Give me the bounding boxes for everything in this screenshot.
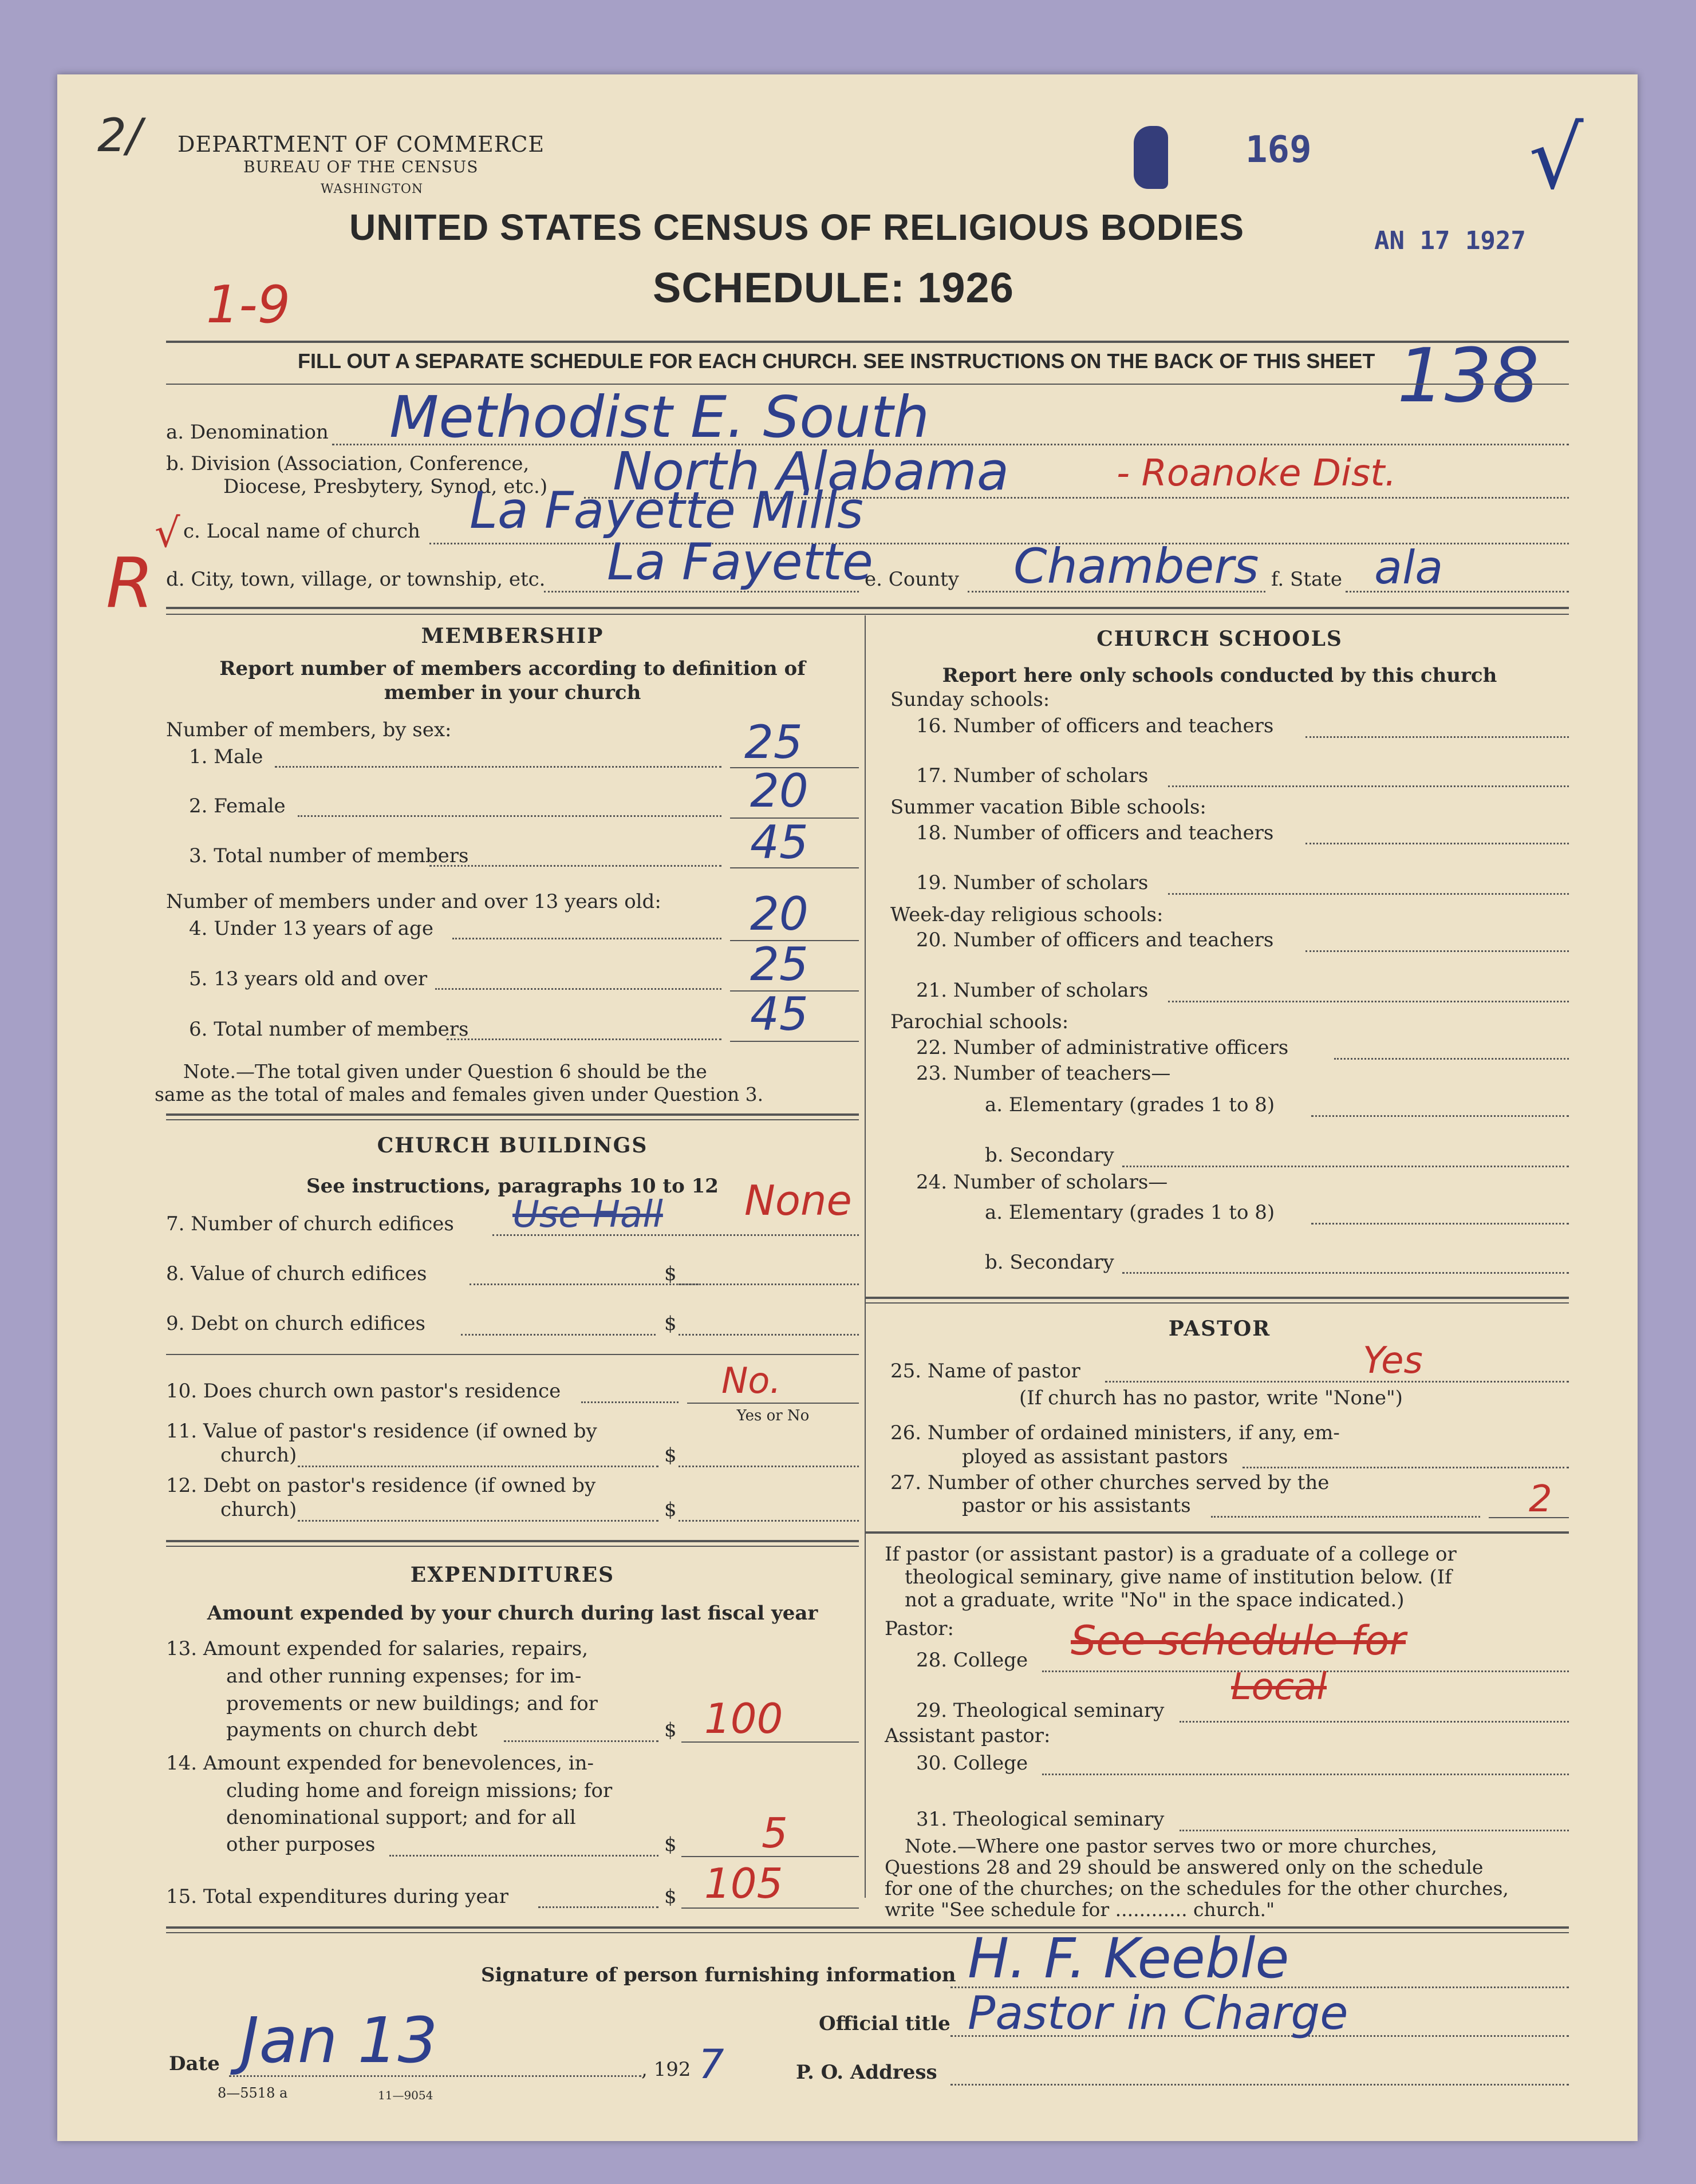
q24b-label: b. Secondary	[985, 1251, 1114, 1274]
q13-label-4: payments on church debt	[226, 1719, 478, 1741]
q19-label: 19. Number of scholars	[916, 871, 1149, 894]
local-name-value: La Fayette Mills	[470, 481, 863, 540]
q23-label: 23. Number of teachers—	[916, 1062, 1171, 1085]
denomination-label: a. Denomination	[166, 421, 329, 444]
expenditures-sub: Amount expended by your church during last fiscal year	[207, 1602, 818, 1625]
q24-label: 24. Number of scholars—	[916, 1171, 1168, 1194]
division-value: North Alabama	[613, 441, 1009, 502]
q14-label-1: 14. Amount expended for benevolences, in-	[166, 1752, 594, 1775]
grad-instruction-3: not a graduate, write "No" in the space indicated.)	[905, 1589, 1405, 1612]
pastor-note-1: Note.—Where one pastor serves two or more churches,	[905, 1835, 1438, 1857]
signature-label: Signature of person furnishing information	[481, 1964, 956, 1986]
pastor-note-2: Questions 28 and 29 should be answered only on the schedule	[885, 1856, 1484, 1878]
q1-value: 25	[744, 716, 803, 769]
division-label-1: b. Division (Association, Conference,	[166, 452, 530, 475]
stamp-number: 169	[1245, 129, 1312, 171]
schools-heading: CHURCH SCHOOLS	[1097, 627, 1343, 651]
q10-label: 10. Does church own pastor's residence	[166, 1380, 561, 1403]
q3-label: 3. Total number of members	[189, 844, 469, 867]
q14-label-3: denominational support; and for all	[226, 1806, 576, 1829]
q25-label: 25. Name of pastor	[890, 1360, 1080, 1383]
q25-value: Yes	[1363, 1340, 1423, 1382]
grad-instruction-1: If pastor (or assistant pastor) is a graduate of a college or	[885, 1543, 1457, 1566]
census-schedule-sheet	[57, 74, 1638, 2141]
pastor-sub-label: Pastor:	[885, 1617, 954, 1640]
q5-label: 5. 13 years old and over	[189, 967, 428, 990]
membership-heading: MEMBERSHIP	[421, 624, 604, 648]
q4-value: 20	[750, 887, 808, 941]
parochial-schools-label: Parochial schools:	[890, 1010, 1069, 1033]
summer-schools-label: Summer vacation Bible schools:	[890, 796, 1206, 819]
q27-value: 2	[1529, 1478, 1552, 1520]
buildings-sub: See instructions, paragraphs 10 to 12	[306, 1175, 719, 1198]
q2-value: 20	[750, 764, 808, 817]
form-number: 8—5518 a	[218, 2085, 288, 2101]
q6-label: 6. Total number of members	[189, 1018, 469, 1041]
q8-dollar: $	[664, 1262, 677, 1285]
q31-label: 31. Theological seminary	[916, 1808, 1165, 1831]
q11-label-2: church)	[220, 1444, 297, 1467]
q26-label-1: 26. Number of ordained ministers, if any, em-	[890, 1421, 1340, 1444]
red-code: 1-9	[206, 275, 290, 335]
expenditures-heading: EXPENDITURES	[410, 1563, 615, 1587]
buildings-heading: CHURCH BUILDINGS	[377, 1134, 648, 1158]
q13-label-3: provements or new buildings; and for	[226, 1692, 598, 1715]
q28-label: 28. College	[916, 1649, 1028, 1672]
bureau-city: WASHINGTON	[321, 182, 424, 196]
q28-value: See schedule for	[1071, 1617, 1406, 1664]
weekday-schools-label: Week-day religious schools:	[890, 903, 1163, 926]
q14-label-4: other purposes	[226, 1833, 376, 1856]
official-title-value: Pastor in Charge	[968, 1986, 1348, 2040]
q15-value: 105	[704, 1859, 783, 1907]
schedule-year: SCHEDULE: 1926	[653, 264, 1014, 311]
q13-value: 100	[704, 1695, 783, 1743]
received-date-stamp: AN 17 1927	[1374, 226, 1526, 255]
q13-dollar: $	[664, 1719, 677, 1741]
assistant-pastor-label: Assistant pastor:	[885, 1724, 1051, 1747]
q20-label: 20. Number of officers and teachers	[916, 929, 1274, 951]
members-by-sex-label: Number of members, by sex:	[166, 718, 452, 741]
q16-label: 16. Number of officers and teachers	[916, 714, 1274, 737]
q9-dollar: $	[664, 1312, 677, 1335]
q21-label: 21. Number of scholars	[916, 979, 1149, 1002]
denomination-value: Methodist E. South	[389, 384, 930, 451]
city-value: La Fayette	[607, 532, 873, 591]
members-by-age-label: Number of members under and over 13 years old:	[166, 890, 661, 913]
q7-struck-value: Use Hall	[512, 1194, 663, 1236]
q26-label-2: ployed as assistant pastors	[962, 1446, 1228, 1468]
local-name-label: c. Local name of church	[183, 520, 420, 543]
q4-label: 4. Under 13 years of age	[189, 917, 433, 940]
q12-label-2: church)	[220, 1498, 297, 1521]
q14-label-2: cluding home and foreign missions; for	[226, 1779, 613, 1802]
q2-label: 2. Female	[189, 795, 286, 817]
q14-dollar: $	[664, 1833, 677, 1856]
yes-or-no-hint: Yes or No	[736, 1407, 810, 1424]
ink-stamp-blot	[1134, 126, 1168, 189]
q27-label-2: pastor or his assistants	[962, 1494, 1191, 1517]
q13-label-2: and other running expenses; for im-	[226, 1665, 582, 1688]
print-number: 11—9054	[378, 2088, 433, 2102]
q12-label-1: 12. Debt on pastor's residence (if owned by	[166, 1474, 596, 1497]
q8-label: 8. Value of church edifices	[166, 1262, 427, 1285]
q15-label: 15. Total expenditures during year	[166, 1885, 509, 1908]
membership-sub-1: Report number of members according to definition of	[219, 657, 806, 680]
schools-sub: Report here only schools conducted by this church	[942, 664, 1497, 687]
q25-hint: (If church has no pastor, write "None")	[1019, 1387, 1403, 1409]
signature-value: H. F. Keeble	[968, 1926, 1289, 1991]
county-value: Chambers	[1013, 538, 1259, 594]
q3-value: 45	[750, 816, 808, 869]
q15-dollar: $	[664, 1885, 677, 1908]
instruction-line: FILL OUT A SEPARATE SCHEDULE FOR EACH CHURCH. SEE INSTRUCTIONS ON THE BACK OF THIS SHEET	[298, 349, 1375, 373]
pastor-note-3: for one of the churches; on the schedules for the other churches,	[885, 1877, 1509, 1899]
department-name: DEPARTMENT OF COMMERCE	[178, 132, 545, 157]
q11-label-1: 11. Value of pastor's residence (if owned by	[166, 1420, 597, 1443]
division-label-2: Diocese, Presbytery, Synod, etc.)	[223, 475, 548, 498]
state-label: f. State	[1271, 568, 1342, 591]
po-address-label: P. O. Address	[796, 2061, 937, 2084]
membership-note-1: Note.—The total given under Question 6 should be the	[183, 1060, 707, 1083]
q29-label: 29. Theological seminary	[916, 1699, 1165, 1722]
q1-label: 1. Male	[189, 745, 263, 768]
q6-value: 45	[750, 988, 808, 1041]
date-value: Jan 13	[240, 2004, 438, 2077]
pastor-note-4: write "See schedule for ............ church."	[885, 1898, 1275, 1921]
q7-value: None	[744, 1176, 852, 1225]
q17-label: 17. Number of scholars	[916, 764, 1149, 787]
red-r-mark: R	[106, 544, 154, 623]
city-label: d. City, town, village, or township, etc.	[166, 568, 546, 591]
q11-dollar: $	[664, 1444, 677, 1467]
q23a-label: a. Elementary (grades 1 to 8)	[985, 1093, 1275, 1116]
grad-instruction-2: theological seminary, give name of institution below. (If	[905, 1566, 1452, 1589]
margin-mark: 2/	[97, 109, 142, 162]
sheet-number: 138	[1397, 332, 1540, 419]
q30-label: 30. College	[916, 1752, 1028, 1775]
membership-note-2: same as the total of males and females given under Question 3.	[155, 1083, 764, 1105]
official-title-label: Official title	[819, 2012, 950, 2035]
q13-label-1: 13. Amount expended for salaries, repairs,	[166, 1637, 589, 1660]
q7-label: 7. Number of church edifices	[166, 1213, 454, 1235]
bureau-name: BUREAU OF THE CENSUS	[243, 157, 479, 176]
q24a-label: a. Elementary (grades 1 to 8)	[985, 1201, 1275, 1224]
date-label: Date	[169, 2052, 220, 2075]
county-label: e. County	[865, 568, 959, 591]
check-mark: √	[1529, 109, 1584, 208]
q22-label: 22. Number of administrative officers	[916, 1036, 1289, 1059]
q12-dollar: $	[664, 1498, 677, 1521]
date-year-digit: 7	[699, 2041, 724, 2088]
district-note: - Roanoke Dist.	[1117, 452, 1397, 495]
q5-value: 25	[750, 938, 808, 991]
sunday-schools-label: Sunday schools:	[890, 688, 1050, 711]
local-name-check: √	[155, 510, 180, 556]
q27-label-1: 27. Number of other churches served by the	[890, 1471, 1330, 1494]
q10-value: No.	[721, 1360, 782, 1401]
membership-sub-2: member in your church	[384, 681, 641, 704]
q18-label: 18. Number of officers and teachers	[916, 822, 1274, 844]
form-title: UNITED STATES CENSUS OF RELIGIOUS BODIES	[349, 207, 1245, 248]
q9-label: 9. Debt on church edifices	[166, 1312, 425, 1335]
pastor-heading: PASTOR	[1168, 1317, 1271, 1341]
state-value: ala	[1374, 541, 1443, 594]
q29-value: Local	[1231, 1666, 1327, 1708]
q23b-label: b. Secondary	[985, 1144, 1114, 1167]
date-year-prefix: , 192	[641, 2058, 691, 2081]
q14-value: 5	[762, 1809, 788, 1857]
